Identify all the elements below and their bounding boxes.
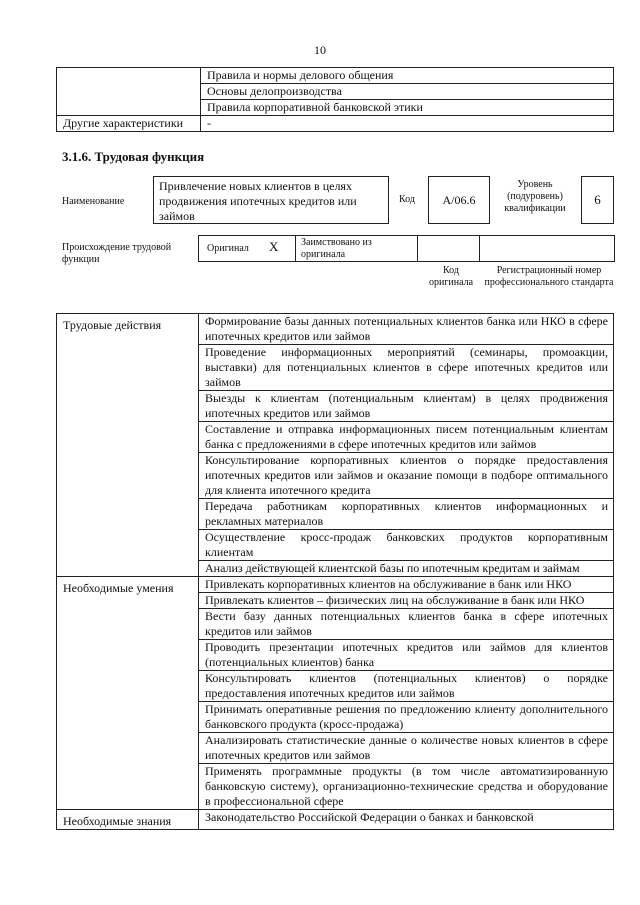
table-row [57, 116, 614, 132]
qualification-level: 6 [581, 176, 614, 224]
table-cell: - [201, 116, 614, 132]
reg-number-caption: Регистрационный номер профессионального стандарта [484, 265, 614, 288]
group-item: Анализ действующей клиентской базы по ипотечным кредитам и займам [199, 561, 614, 577]
group-item: Проведение информационных мероприятий (семинары, промоакции, выставки) для потенциальных клиентов в сфере ипотечных кредитов или займов [199, 345, 614, 391]
group-item: Передача работникам корпоративных клиентов информационных и рекламных материалов [199, 499, 614, 530]
group-item: Выезды к клиентам (потенциальным клиентам) в целях продвижения ипотечных кредитов или займов [199, 391, 614, 422]
group-item: Анализировать статистические данные о количестве новых клиентов в сфере ипотечных кредитов или займов [199, 733, 614, 764]
origin-borrowed-cell [296, 236, 418, 261]
group-item: Привлекать корпоративных клиентов на обслуживание в банк или НКО [199, 577, 614, 593]
group-item: Осуществление кросс-продаж банковских продуктов корпоративным клиентам [199, 530, 614, 561]
origin-label: Происхождение трудовой функции [62, 242, 172, 265]
group-item: Применять программные продукты (в том числе автоматизированную банковскую систему), организационно-технические средства и оборудование в профессиональной сфере [199, 764, 614, 810]
group-item: Принимать оперативные решения по предложению клиенту дополнительного банковского продукта (кросс-продажа) [199, 702, 614, 733]
table-cell-label: Другие характеристики [57, 116, 201, 132]
group-item: Составление и отправка информационных писем потенциальным клиентам банка с предложениями в сфере ипотечных кредитов или займов [199, 422, 614, 453]
name-label: Наименование [62, 196, 125, 207]
group-item: Вести базу данных потенциальных клиентов банка в сфере ипотечных кредитов или займов [199, 609, 614, 640]
origin-table [198, 235, 615, 262]
table-cell: Основы делопроизводства [201, 84, 614, 100]
level-label: Уровень (подуровень) квалификации [504, 179, 566, 214]
group-item: Привлекать клиентов – физических лиц на обслуживание в банк или НКО [199, 593, 614, 609]
section-title: 3.1.6. Трудовая функция [62, 149, 205, 164]
group-item: Проводить презентации ипотечных кредитов или займов для клиентов (потенциальных клиентов) банка [199, 640, 614, 671]
table-row [57, 577, 614, 593]
page-number: 10 [314, 43, 326, 57]
top-table [56, 67, 614, 132]
table-cell: Правила корпоративной банковской этики [201, 100, 614, 116]
function-name: Привлечение новых клиентов в целях продвижения ипотечных кредитов или займов [153, 176, 389, 224]
borrowed-label: Заимствовано из оригинала [301, 237, 372, 260]
code-original-caption: Код оригинала [428, 265, 474, 288]
group-item: Консультирование корпоративных клиентов о порядке предоставления ипотечных кредитов или займов и оказание помощи в подборе оптимального для клиента ипотечного кредита [199, 453, 614, 499]
original-label: Оригинал [207, 243, 249, 254]
table-cell: Правила и нормы делового общения [201, 68, 614, 84]
group-item: Формирование базы данных потенциальных клиентов банка или НКО в сфере ипотечных кредитов или займов [199, 314, 614, 345]
group-label: Необходимые умения [57, 577, 199, 810]
table-row [57, 68, 614, 84]
group-item: Законодательство Российской Федерации о банках и банковской [199, 810, 614, 830]
code-label: Код [399, 194, 415, 205]
group-item: Консультировать клиентов (потенциальных клиентов) о порядке предоставления ипотечных кредитов или займов [199, 671, 614, 702]
original-mark: X [269, 239, 279, 254]
group-label: Необходимые знания [57, 810, 199, 830]
origin-original-cell [199, 236, 296, 261]
origin-code-cell [418, 236, 480, 261]
group-label: Трудовые действия [57, 314, 199, 577]
function-code: A/06.6 [428, 176, 490, 224]
table-row [57, 314, 614, 345]
table-row [57, 810, 614, 830]
table-cell-empty [57, 68, 201, 116]
main-table [56, 313, 614, 830]
